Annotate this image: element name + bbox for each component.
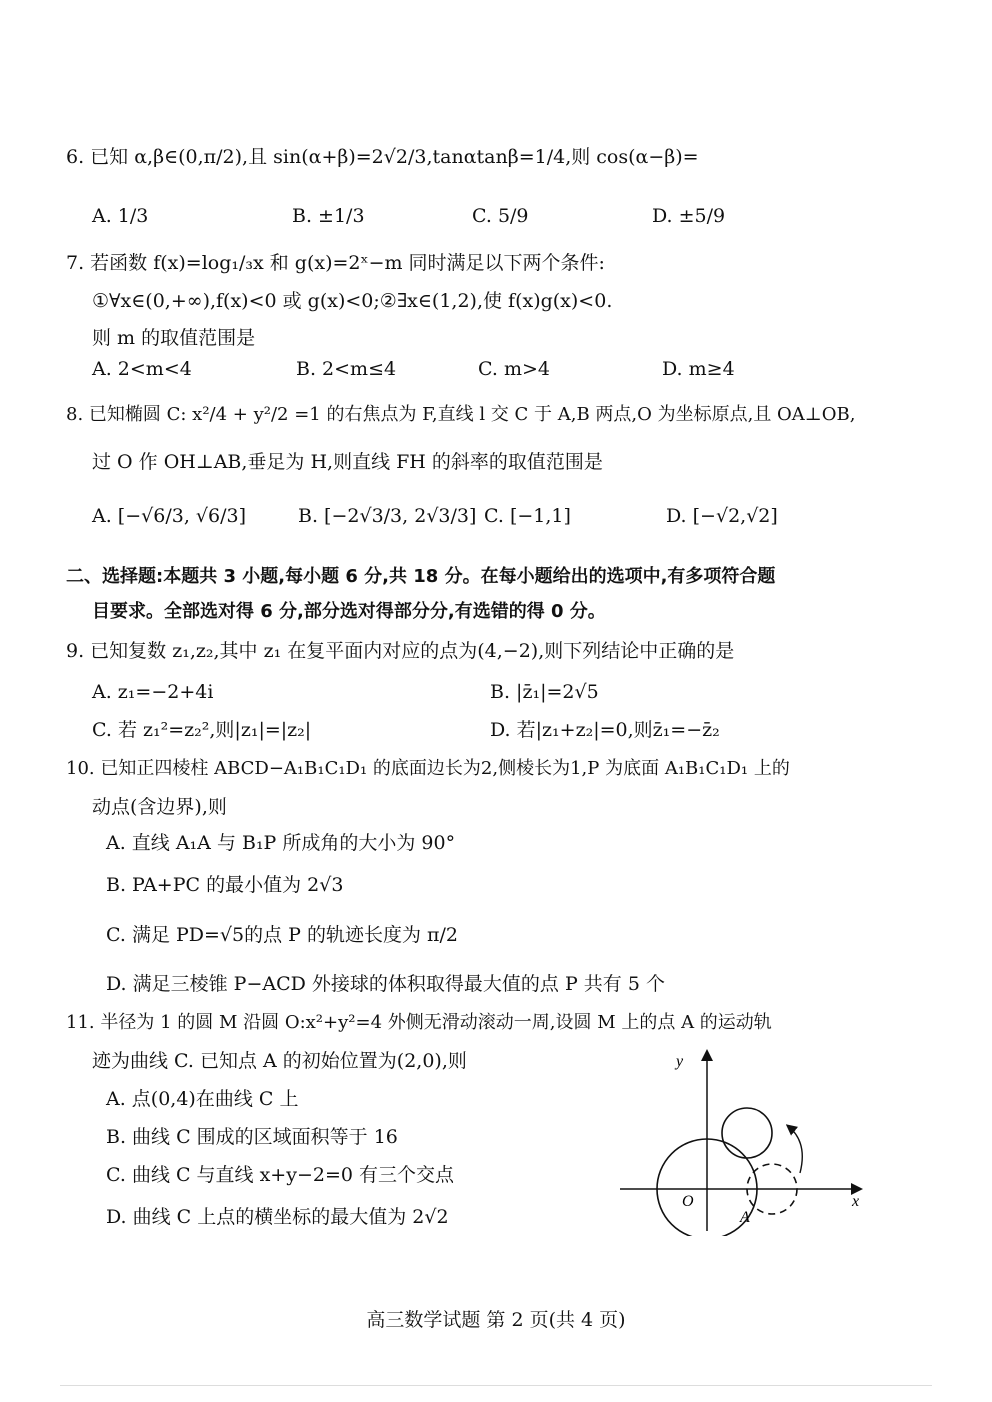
circle-m-rolled [722, 1108, 772, 1158]
q6-option-b: B. ±1/3 [292, 205, 365, 227]
q7-ask: 则 m 的取值范围是 [92, 327, 256, 349]
q10-option-b: B. PA+PC 的最小值为 2√3 [106, 874, 344, 896]
origin-label: O [682, 1193, 694, 1210]
q11-option-d: D. 曲线 C 上点的横坐标的最大值为 2√2 [106, 1206, 449, 1228]
q10-stem-line1: 10. 已知正四棱柱 ABCD−A₁B₁C₁D₁ 的底面边长为2,侧棱长为1,P 为底面 A₁B₁C₁D₁ 上的 [66, 758, 790, 779]
q8-option-a: A. [−√6/3, √6/3] [92, 505, 246, 527]
x-label: x [852, 1193, 860, 1210]
q7-option-d: D. m≥4 [662, 358, 735, 380]
q11-figure [612, 1046, 874, 1236]
q8-stem-line1: 8. 已知椭圆 C: x²/4 + y²/2 =1 的右焦点为 F,直线 l 交 C 于 A,B 两点,O 为坐标原点,且 OA⊥OB, [66, 404, 856, 425]
q7-condition: ①∀x∈(0,+∞),f(x)<0 或 g(x)<0;②∃x∈(1,2),使 f(x)g(x)<0. [92, 290, 613, 312]
q6-option-c: C. 5/9 [472, 205, 529, 227]
q6-option-d: D. ±5/9 [652, 205, 726, 227]
q11-option-c: C. 曲线 C 与直线 x+y−2=0 有三个交点 [106, 1164, 455, 1186]
q7-option-c: C. m>4 [478, 358, 550, 380]
q8-stem-line2: 过 O 作 OH⊥AB,垂足为 H,则直线 FH 的斜率的取值范围是 [92, 451, 603, 473]
section-2-heading-cont: 目要求。全部选对得 6 分,部分选对得部分分,有选错的得 0 分。 [92, 601, 606, 622]
q10-option-d: D. 满足三棱锥 P−ACD 外接球的体积取得最大值的点 P 共有 5 个 [106, 973, 665, 995]
page-footer: 高三数学试题 第 2 页(共 4 页) [366, 1309, 626, 1331]
q6-stem: 6. 已知 α,β∈(0,π/2),且 sin(α+β)=2√2/3,tanαtanβ=1/4,则 cos(α−β)= [66, 146, 699, 168]
q10-option-a: A. 直线 A₁A 与 B₁P 所成角的大小为 90° [106, 832, 456, 854]
q8-option-c: C. [−1,1] [484, 505, 571, 527]
q8-option-b: B. [−2√3/3, 2√3/3] [298, 505, 477, 527]
q7-stem: 7. 若函数 f(x)=log₁/₃x 和 g(x)=2ˣ−m 同时满足以下两个条件: [66, 252, 605, 274]
q10-option-c: C. 满足 PD=√5的点 P 的轨迹长度为 π/2 [106, 924, 458, 946]
q7-option-a: A. 2<m<4 [92, 358, 192, 380]
q7-option-b: B. 2<m≤4 [296, 358, 397, 380]
q11-option-a: A. 点(0,4)在曲线 C 上 [106, 1088, 299, 1110]
q9-stem: 9. 已知复数 z₁,z₂,其中 z₁ 在复平面内对应的点为(4,−2),则下列结论中正确的是 [66, 640, 735, 662]
q11-stem-line2: 迹为曲线 C. 已知点 A 的初始位置为(2,0),则 [92, 1050, 467, 1072]
q6-option-a: A. 1/3 [92, 205, 149, 227]
q9-option-b: B. |z̄₁|=2√5 [490, 681, 599, 703]
rolling-direction-arrow [788, 1126, 802, 1173]
q11-stem-line1: 11. 半径为 1 的圆 M 沿圆 O:x²+y²=4 外侧无滑动滚动一周,设圆 M 上的点 A 的运动轨 [66, 1012, 772, 1033]
y-label: y [676, 1053, 684, 1070]
q9-option-d: D. 若|z₁+z₂|=0,则z̄₁=−z̄₂ [490, 719, 720, 741]
q9-option-c: C. 若 z₁²=z₂²,则|z₁|=|z₂| [92, 719, 312, 741]
q11-option-b: B. 曲线 C 围成的区域面积等于 16 [106, 1126, 398, 1148]
section-2-heading: 二、选择题:本题共 3 小题,每小题 6 分,共 18 分。在每小题给出的选项中,有多项符合题 [66, 566, 776, 587]
q8-option-d: D. [−√2,√2] [666, 505, 778, 527]
point-a-label: A [740, 1209, 750, 1226]
q10-stem-line2: 动点(含边界),则 [92, 796, 227, 818]
bottom-divider [60, 1385, 932, 1386]
q9-option-a: A. z₁=−2+4i [92, 681, 214, 703]
